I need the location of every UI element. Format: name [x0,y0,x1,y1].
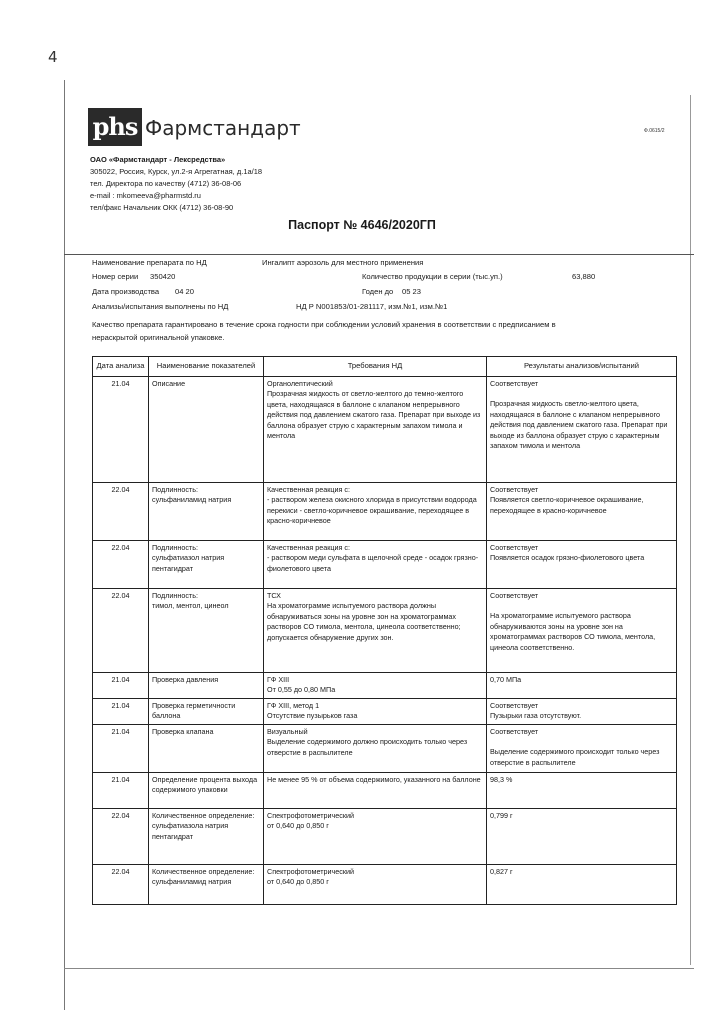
quantity-value: 63,880 [572,272,596,281]
row-result-status: Соответствует [490,726,539,736]
row-requirement: ГФ XIII От 0,55 до 0,80 МПа [264,672,487,698]
row-result: Прозрачная жидкость светло-желтого цвета, находящаяся в баллоне с клапаном непрерывного действия под давлением сжатого газа. Препарат при выходе из баллона образует струю с характерным запахом тимола и ментола [490,399,668,450]
drug-name-label: Наименование препарата по НД [92,258,207,267]
company-email: e-mail : mkomeeva@pharmstd.ru [90,191,201,200]
row-indicator: Описание [149,376,264,482]
table-row [93,482,677,540]
quality-guarantee-text: Качество препарата гарантировано в течение срока годности при соблюдении условий хранения в соответствии с предписанием в нераскрытой оригинальной упаковке. [92,320,556,342]
table-row [93,588,677,672]
expiry-value: 05 23 [402,287,422,296]
company-name: ОАО «Фармстандарт - Лексредства» [90,155,226,164]
company-address: 305022, Россия, Курск, ул.2-я Агрегатная, д.1а/18 [90,167,263,176]
row-requirement: Качественная реакция с: - раствором меди сульфата в щелочной среде - осадок грязно-фиолетового цвета [264,540,487,588]
table-header-row [93,357,677,377]
row-result-cell [487,376,677,482]
row-result: Выделение содержимого происходит только через отверстие в распылителе [490,747,660,767]
table-row [93,376,677,482]
row-indicator: Проверка клапана [149,724,264,772]
row-requirement: Качественная реакция с: - раствором железа окисного хлорида в присутствии водорода перекиси - светло-коричневое окрашивание, переходящее в красно-коричневое [264,482,487,540]
header-date: Дата анализа [93,357,149,377]
row-requirement: Спектрофотометрический от 0,640 до 0,850 г [264,864,487,904]
row-indicator: Проверка герметичности баллона [149,698,264,724]
table-row [93,772,677,808]
row-result: На хроматограмме испытуемого раствора обнаруживаются зоны на уровне зон на хроматограммах растворов СО тимола, ментола, цинеола соответственно. [490,611,656,652]
table-row [93,540,677,588]
table-row [93,698,677,724]
table-row [93,724,677,772]
row-indicator: Определение процента выхода содержимого упаковки [149,772,264,808]
company-logo-name: Фармстандарт [145,116,301,140]
row-indicator: Количественное определение: сульфаниламид натрия [149,864,264,904]
row-requirement: Визуальный Выделение содержимого должно происходить только через отверстие в распылителе [264,724,487,772]
row-result-status: Соответствует [490,378,539,388]
drug-name-value: Ингалипт аэрозоль для местного применения [262,258,424,267]
row-date: 22.04 [93,588,149,672]
row-date: 21.04 [93,376,149,482]
row-date: 21.04 [93,724,149,772]
row-result-status: Соответствует [490,590,539,600]
row-requirement: Не менее 95 % от объема содержимого, указанного на баллоне [264,772,487,808]
row-indicator: Количественное определение: сульфатиазола натрия пентагидрат [149,808,264,864]
analysis-nd-value: НД Р N001853/01-281117, изм.№1, изм.№1 [296,302,448,311]
analysis-nd-label: Анализы/испытания выполнены по НД [92,302,229,311]
row-indicator: Подлинность: сульфатиазол натрия пентагидрат [149,540,264,588]
row-date: 22.04 [93,482,149,540]
row-date: 22.04 [93,540,149,588]
spacer [490,389,673,399]
row-result: Соответствует Появляется светло-коричневое окрашивание, переходящее в красно-коричневое [487,482,677,540]
row-result: 0,827 г [487,864,677,904]
header-indicator: Наименование показателей [149,357,264,377]
table-row [93,808,677,864]
divider [64,254,694,255]
row-date: 21.04 [93,672,149,698]
table-row [93,864,677,904]
row-result: 0,70 МПа [487,672,677,698]
margin-mark: 4 [48,48,58,66]
quantity-label: Количество продукции в серии (тыс.уп.) [362,272,503,281]
form-code: Ф.0615/2 [644,128,665,134]
row-requirement: ГФ XIII, метод 1 Отсутствие пузырьков газа [264,698,487,724]
header-requirements: Требования НД [264,357,487,377]
header-results: Результаты анализов/испытаний [487,357,677,377]
mfg-date-value: 04 20 [175,287,195,296]
company-fax: тел/факс Начальник ОКК (4712) 36-08-90 [90,203,234,212]
company-phone: тел. Директора по качеству (4712) 36-08-06 [90,179,242,188]
row-result: 0,799 г [487,808,677,864]
table-row [93,672,677,698]
results-table [92,356,677,905]
scan-edge-bottom [64,968,694,969]
row-indicator: Подлинность: сульфаниламид натрия [149,482,264,540]
row-requirement: Спектрофотометрический от 0,640 до 0,850 г [264,808,487,864]
series-label: Номер серии [92,272,139,281]
row-result: Соответствует Появляется осадок грязно-фиолетового цвета [487,540,677,588]
row-requirement: Органолептический Прозрачная жидкость от светло-желтого до темно-желтого цвета, находящаяся в баллоне с клапаном непрерывного действия под давлением сжатого газа. Препарат при выходе из баллона образует струю с характерным запахом тимола и ментола [264,376,487,482]
company-logo-mark: phs [88,108,142,146]
row-date: 22.04 [93,808,149,864]
passport-title: Паспорт № 4646/2020ГП [288,218,436,232]
row-indicator: Проверка давления [149,672,264,698]
mfg-date-label: Дата производства [92,287,160,296]
spacer [490,737,673,747]
row-date: 21.04 [93,772,149,808]
row-indicator: Подлинность: тимол, ментол, цинеол [149,588,264,672]
row-date: 21.04 [93,698,149,724]
row-date: 22.04 [93,864,149,904]
row-result: 98,3 % [487,772,677,808]
expiry-label: Годен до [362,287,394,296]
row-result: Соответствует Пузырьки газа отсутствуют. [487,698,677,724]
series-value: 350420 [150,272,176,281]
row-result-cell [487,724,677,772]
row-requirement: ТСХ На хроматограмме испытуемого раствора должны обнаруживаться зоны на уровне зон на хроматограммах растворов СО тимола, ментола, цинеола соответственно; допускается обнаружение других зон. [264,588,487,672]
row-result-cell [487,588,677,672]
spacer [490,601,673,611]
